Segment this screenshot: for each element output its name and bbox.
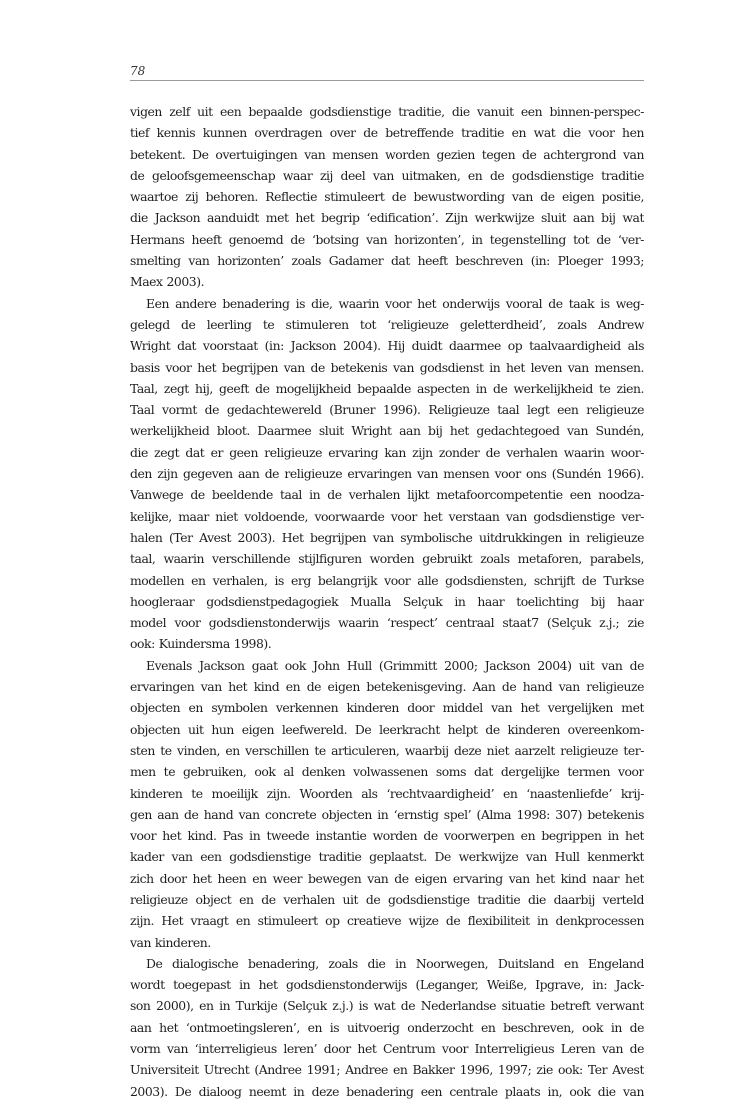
text-line: hoogleraar godsdienstpedagogiek Mualla Selçuk in haar toelichting bij haar [130, 593, 644, 609]
text-line: ervaringen van het kind en de eigen betekenisgeving. Aan de hand van religieuze [130, 679, 644, 695]
text-line: den zijn gegeven aan de religieuze ervaringen van mensen voor ons (Sundén 1966). [130, 466, 644, 482]
text-line: men te gebruiken, ook al denken volwassenen soms dat dergelijke termen voor [130, 764, 644, 780]
paragraph [130, 655, 644, 953]
text-line: tief kennis kunnen overdragen over de betreffende traditie en wat die voor hen [130, 125, 644, 141]
text-line: de geloofsgemeenschap waar zij deel van uitmaken, en de godsdienstige traditie [130, 167, 644, 183]
text-line: ook: Kuindersma 1998). [130, 636, 272, 652]
text-line: vorm van ‘interreligieus leren’ door het Centrum voor Interreligieus Leren van de [130, 1041, 644, 1057]
text-line: wordt toegepast in het godsdienstonderwijs (Leganger, Weiße, Ipgrave, in: Jack- [130, 977, 644, 993]
text-line: zijn. Het vraagt en stimuleert op creatieve wijze de flexibiliteit in denkprocessen [130, 913, 644, 929]
text-line: kinderen te moeilijk zijn. Woorden als ‘rechtvaardigheid’ en ‘naastenliefde’ krij- [130, 785, 644, 801]
text-line: objecten uit hun eigen leefwereld. De leerkracht helpt de kinderen overeenkom- [130, 721, 644, 737]
paragraph [130, 953, 644, 1102]
text-line: voor het kind. Pas in tweede instantie worden de voorwerpen en begrippen in het [130, 828, 644, 844]
text-line: werkelijkheid bloot. Daarmee sluit Wright aan bij het gedachtegoed van Sundén, [130, 423, 644, 439]
text-line: vigen zelf uit een bepaalde godsdienstige traditie, die vanuit een binnen-perspec- [130, 104, 644, 119]
text-line: model voor godsdienstonderwijs waarin ‘respect’ centraal staat7 (Selçuk z.j.; zie [130, 615, 644, 631]
text-line: zich door het heen en weer bewegen van de eigen ervaring van het kind naar het [130, 870, 644, 886]
text-line: Vanwege de beeldende taal in de verhalen lijkt metafoorcompetentie een noodza- [130, 487, 644, 503]
text-line: Taal vormt de gedachtewereld (Bruner 1996). Religieuze taal legt een religieuze [130, 402, 644, 418]
text-line: Wright dat voorstaat (in: Jackson 2004). Hij duidt daarmee op taalvaardigheid als [130, 338, 644, 354]
text-line: die zegt dat er geen religieuze ervaring kan zijn zonder de verhalen waarin woor- [130, 444, 644, 460]
text-line: Universiteit Utrecht (Andree 1991; Andree en Bakker 1996, 1997; zie ook: Ter Avest [130, 1062, 644, 1078]
text-line: modellen en verhalen, is erg belangrijk voor alle godsdiensten, schrijft de Turkse [130, 572, 644, 588]
text-line: gelegd de leerling te stimuleren tot ‘religieuze geletterdheid’, zoals Andrew [130, 316, 644, 332]
text-line: objecten en symbolen verkennen kinderen door middel van het vergelijken met [130, 700, 644, 716]
header-rule [130, 80, 644, 81]
text-line: basis voor het begrijpen van de betekenis van godsdienst in het leven van mensen. [130, 359, 644, 375]
text-line: die Jackson aanduidt met het begrip ‘edification’. Zijn werkwijze sluit aan bij wat [130, 210, 644, 226]
text-line: taal, waarin verschillende stijlfiguren worden gebruikt zoals metaforen, parabels, [130, 551, 644, 567]
text-line: son 2000), en in Turkije (Selçuk z.j.) is wat de Nederlandse situatie betreft verwant [130, 998, 644, 1014]
text-line: van kinderen. [130, 934, 211, 950]
text-line: Evenals Jackson gaat ook John Hull (Grimmitt 2000; Jackson 2004) uit van de [146, 657, 644, 673]
text-line: halen (Ter Avest 2003). Het begrijpen van symbolische uitdrukkingen in religieuze [130, 529, 644, 545]
text-line: De dialogische benadering, zoals die in Noorwegen, Duitsland en Engeland [146, 955, 644, 971]
text-line: religieuze object en de verhalen uit de godsdienstige traditie die daarbij verteld [130, 891, 644, 907]
text-line: sten te vinden, en verschillen te articuleren, waarbij deze niet aarzelt religieuze ter- [130, 742, 644, 758]
text-line: kader van een godsdienstige traditie geplaatst. De werkwijze van Hull kenmerkt [130, 849, 644, 865]
text-line: smelting van horizonten’ zoals Gadamer dat heeft beschreven (in: Ploeger 1993; [130, 253, 644, 269]
text-line: Hermans heeft genoemd de ‘botsing van horizonten’, in tegenstelling tot de ‘ver- [130, 231, 644, 247]
paragraph [130, 101, 644, 293]
text-line: waartoe zij behoren. Reflectie stimuleert de bewustwording van de eigen positie, [130, 189, 644, 205]
text-line: Maex 2003). [130, 274, 205, 290]
text-line: aan het ‘ontmoetingsleren’, en is uitvoerig onderzocht en beschreven, ook in de [130, 1019, 644, 1035]
text-line: gen aan de hand van concrete objecten in ‘ernstig spel’ (Alma 1998: 307) betekenis [130, 806, 644, 822]
text-line: 2003). De dialoog neemt in deze benadering een centrale plaats in, ook die van [130, 1083, 644, 1099]
text-line: betekent. De overtuigingen van mensen worden gezien tegen de achtergrond van [130, 146, 644, 162]
text-line: Taal, zegt hij, geeft de mogelijkheid bepaalde aspecten in de werkelijkheid te zien. [130, 380, 644, 396]
text-line: Een andere benadering is die, waarin voor het onderwijs vooral de taak is weg- [146, 295, 644, 311]
paragraph [130, 293, 644, 655]
text-line: kelijke, maar niet voldoende, voorwaarde voor het verstaan van godsdienstige ver- [130, 508, 644, 524]
page-number: 78 [130, 64, 146, 78]
body-text [130, 101, 644, 1102]
